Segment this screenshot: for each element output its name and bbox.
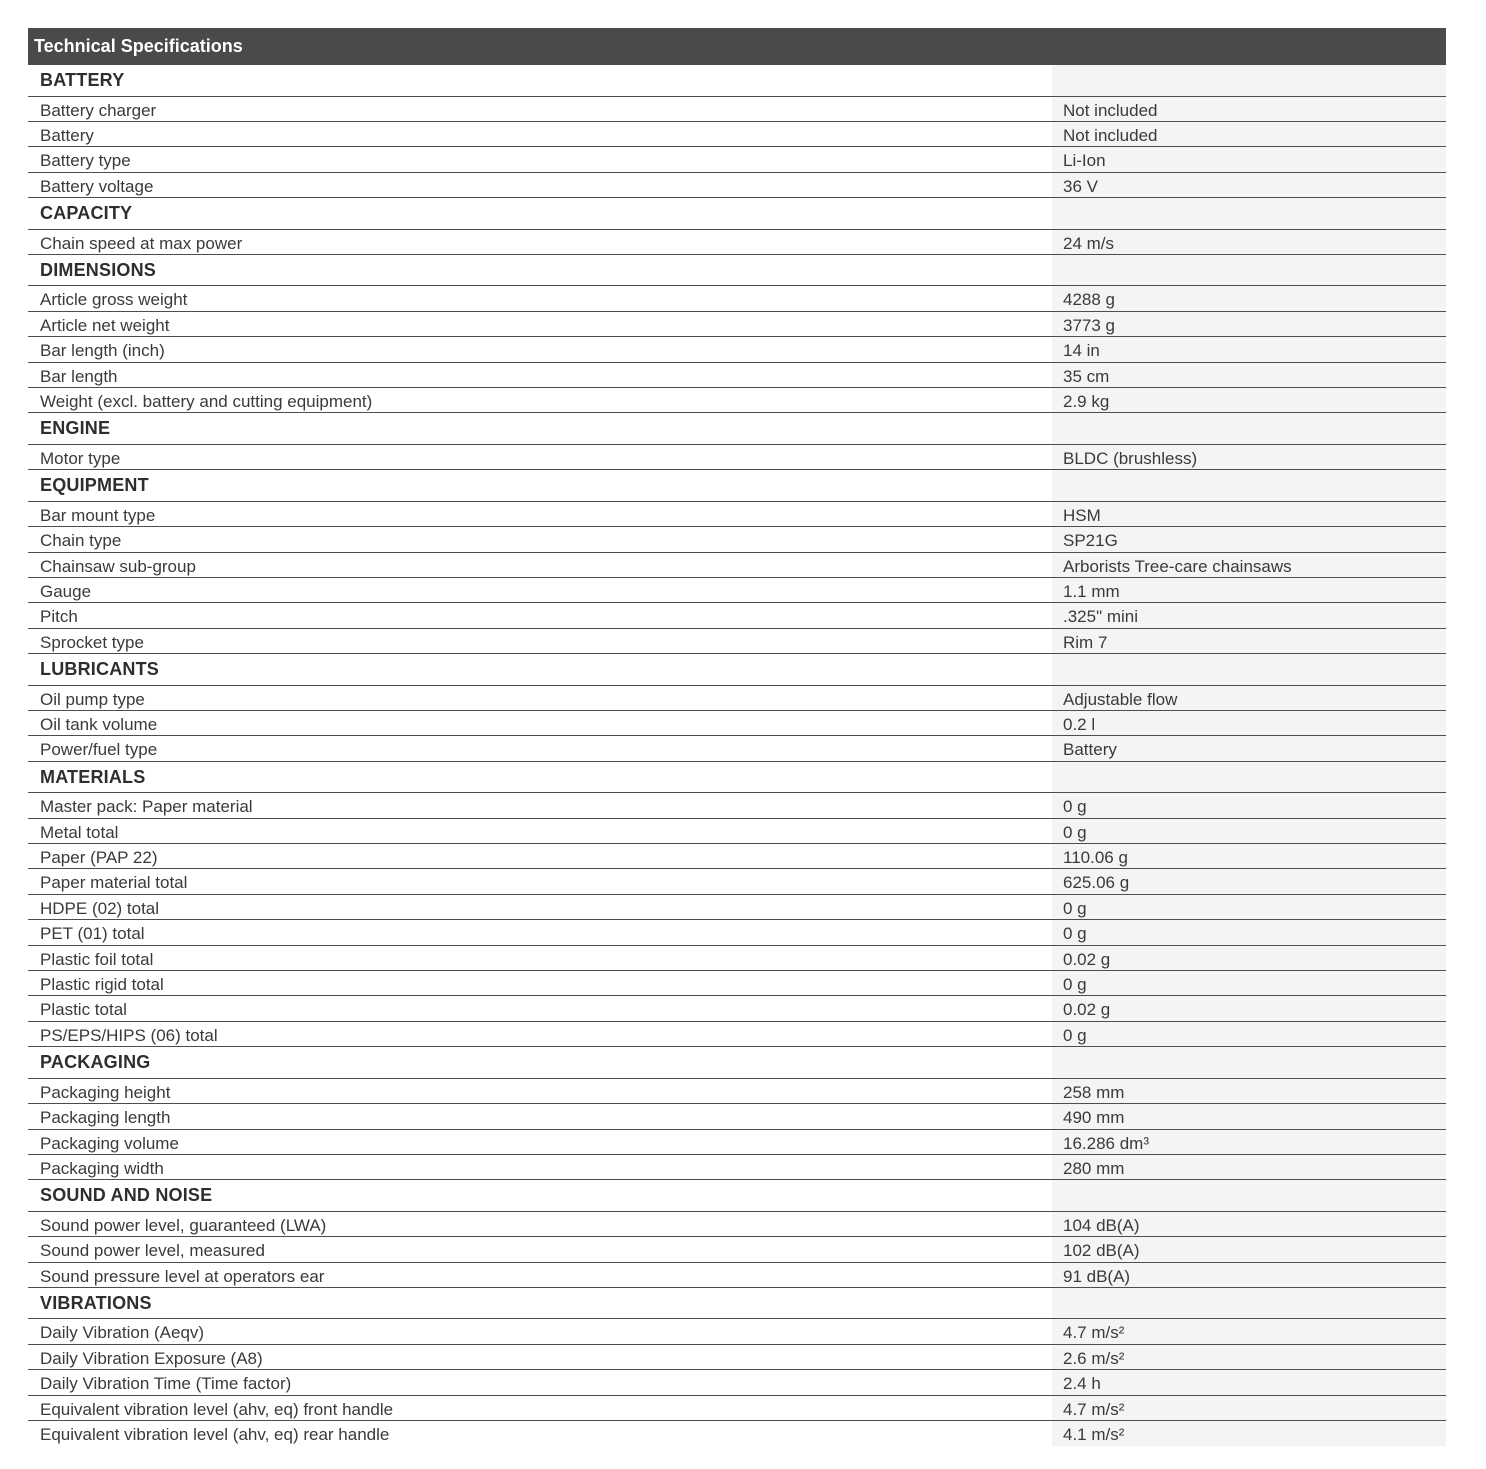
spec-value: 36 V (1052, 173, 1446, 197)
spec-value: 4288 g (1052, 286, 1446, 310)
spec-label: Packaging height (40, 1082, 171, 1102)
spec-row (28, 736, 1446, 761)
spec-row (28, 946, 1446, 971)
section-value-cell (1052, 413, 1446, 444)
spec-value: 91 dB(A) (1052, 1263, 1446, 1287)
spec-value: 102 dB(A) (1052, 1237, 1446, 1261)
spec-value: Rim 7 (1052, 629, 1446, 653)
section-value-cell (1052, 65, 1446, 96)
spec-row (28, 1421, 1446, 1446)
section-header (28, 1288, 1446, 1320)
spec-label: Battery (40, 125, 94, 145)
section-title: LUBRICANTS (40, 659, 159, 680)
spec-label: Plastic total (40, 1000, 127, 1020)
spec-row (28, 1155, 1446, 1180)
spec-value: 2.9 kg (1052, 388, 1446, 412)
spec-value: 24 m/s (1052, 230, 1446, 254)
section-title: EQUIPMENT (40, 475, 149, 496)
spec-row (28, 793, 1446, 818)
spec-label: Sprocket type (40, 632, 144, 652)
spec-label: PET (01) total (40, 924, 145, 944)
spec-label: Paper (PAP 22) (40, 848, 158, 868)
spec-label: Equivalent vibration level (ahv, eq) front handle (40, 1399, 394, 1419)
spec-value: 490 mm (1052, 1104, 1446, 1128)
spec-row (28, 97, 1446, 122)
spec-row (28, 971, 1446, 996)
spec-label: Packaging volume (40, 1133, 179, 1153)
spec-label: Battery type (40, 151, 131, 171)
spec-value: 35 cm (1052, 363, 1446, 387)
spec-label: Pitch (40, 607, 78, 627)
spec-row (28, 578, 1446, 603)
spec-label: Weight (excl. battery and cutting equipment) (40, 392, 373, 412)
spec-row (28, 553, 1446, 578)
spec-row (28, 819, 1446, 844)
spec-label: Plastic foil total (40, 949, 154, 969)
spec-value: 0 g (1052, 971, 1446, 995)
section-title: MATERIALS (40, 766, 146, 787)
spec-row (28, 230, 1446, 255)
spec-row (28, 1263, 1446, 1288)
spec-label: Plastic rigid total (40, 975, 164, 995)
section-value-cell (1052, 762, 1446, 793)
spec-row (28, 502, 1446, 527)
spec-row (28, 1022, 1446, 1047)
spec-value: Not included (1052, 97, 1446, 121)
spec-label: Master pack: Paper material (40, 797, 253, 817)
spec-value: 0 g (1052, 920, 1446, 944)
section-value-cell (1052, 1180, 1446, 1211)
spec-row (28, 844, 1446, 869)
section-value-cell (1052, 1047, 1446, 1078)
spec-value: 0 g (1052, 1022, 1446, 1046)
spec-value: 280 mm (1052, 1155, 1446, 1179)
spec-row (28, 147, 1446, 172)
section-value-cell (1052, 255, 1446, 286)
spec-label: Packaging length (40, 1108, 171, 1128)
spec-label: Sound pressure level at operators ear (40, 1266, 325, 1286)
spec-value: BLDC (brushless) (1052, 445, 1446, 469)
section-title: ENGINE (40, 418, 111, 439)
spec-row (28, 1079, 1446, 1104)
section-header (28, 1180, 1446, 1212)
spec-row (28, 312, 1446, 337)
spec-value: Battery (1052, 736, 1446, 760)
spec-row (28, 920, 1446, 945)
spec-value: 0.02 g (1052, 946, 1446, 970)
spec-value: 2.4 h (1052, 1370, 1446, 1394)
spec-label: Oil pump type (40, 689, 145, 709)
spec-value: .325" mini (1052, 603, 1446, 627)
spec-value: 0 g (1052, 895, 1446, 919)
spec-label: Chainsaw sub-group (40, 556, 196, 576)
section-value-cell (1052, 1288, 1446, 1319)
spec-row (28, 1345, 1446, 1370)
section-header (28, 255, 1446, 287)
spec-row (28, 173, 1446, 198)
spec-label: HDPE (02) total (40, 898, 160, 918)
spec-label: Equivalent vibration level (ahv, eq) rear handle (40, 1425, 390, 1445)
section-header (28, 470, 1446, 502)
spec-label: Battery voltage (40, 176, 154, 196)
spec-value: 0 g (1052, 793, 1446, 817)
spec-value: 0.2 l (1052, 711, 1446, 735)
spec-value: 1.1 mm (1052, 578, 1446, 602)
spec-label: Bar length (inch) (40, 341, 165, 361)
spec-label: Metal total (40, 822, 119, 842)
spec-row (28, 711, 1446, 736)
spec-label: Article net weight (40, 315, 170, 335)
section-title: DIMENSIONS (40, 259, 157, 280)
spec-row (28, 629, 1446, 654)
spec-label: Daily Vibration Time (Time factor) (40, 1374, 292, 1394)
spec-value: 104 dB(A) (1052, 1212, 1446, 1236)
section-title: VIBRATIONS (40, 1292, 152, 1313)
spec-value: 625.06 g (1052, 869, 1446, 893)
spec-value: SP21G (1052, 527, 1446, 551)
spec-value: 14 in (1052, 337, 1446, 361)
spec-label: Chain speed at max power (40, 233, 243, 253)
spec-value: HSM (1052, 502, 1446, 526)
section-header (28, 65, 1446, 97)
spec-label: Packaging width (40, 1158, 164, 1178)
spec-row (28, 603, 1446, 628)
section-header (28, 1047, 1446, 1079)
spec-label: Daily Vibration Exposure (A8) (40, 1348, 263, 1368)
spec-row (28, 337, 1446, 362)
spec-row (28, 996, 1446, 1021)
spec-label: Power/fuel type (40, 740, 158, 760)
section-title: SOUND AND NOISE (40, 1185, 213, 1206)
spec-label: Sound power level, measured (40, 1241, 265, 1261)
spec-row (28, 686, 1446, 711)
spec-row (28, 445, 1446, 470)
spec-row (28, 869, 1446, 894)
spec-label: Paper material total (40, 873, 188, 893)
section-title: PACKAGING (40, 1052, 151, 1073)
spec-row (28, 1104, 1446, 1129)
spec-value: Li-Ion (1052, 147, 1446, 171)
spec-value: 258 mm (1052, 1079, 1446, 1103)
spec-label: Bar mount type (40, 505, 156, 525)
spec-row (28, 1370, 1446, 1395)
section-value-cell (1052, 198, 1446, 229)
spec-sheet (28, 28, 1446, 1446)
spec-row (28, 1130, 1446, 1155)
spec-value: 110.06 g (1052, 844, 1446, 868)
section-title: CAPACITY (40, 203, 133, 224)
spec-value: 2.6 m/s² (1052, 1345, 1446, 1369)
section-header (28, 654, 1446, 686)
spec-row (28, 388, 1446, 413)
spec-title: Technical Specifications (28, 28, 1446, 65)
spec-label: Motor type (40, 448, 121, 468)
section-title: BATTERY (40, 70, 125, 90)
spec-value: Adjustable flow (1052, 686, 1446, 710)
section-value-cell (1052, 470, 1446, 501)
spec-label: Daily Vibration (Aeqv) (40, 1323, 205, 1343)
spec-label: PS/EPS/HIPS (06) total (40, 1025, 218, 1045)
spec-label: Gauge (40, 581, 92, 601)
spec-label: Bar length (40, 366, 118, 386)
section-header (28, 198, 1446, 230)
spec-value: 0.02 g (1052, 996, 1446, 1020)
section-header (28, 413, 1446, 445)
spec-row (28, 286, 1446, 311)
spec-row (28, 363, 1446, 388)
spec-label: Oil tank volume (40, 715, 158, 735)
spec-value: 4.7 m/s² (1052, 1396, 1446, 1420)
spec-row (28, 1237, 1446, 1262)
spec-label: Battery charger (40, 100, 157, 120)
spec-value: Arborists Tree-care chainsaws (1052, 553, 1446, 577)
spec-row (28, 1212, 1446, 1237)
spec-table (28, 65, 1446, 1446)
spec-label: Chain type (40, 531, 122, 551)
spec-row (28, 1396, 1446, 1421)
section-value-cell (1052, 654, 1446, 685)
spec-value: Not included (1052, 122, 1446, 146)
spec-label: Article gross weight (40, 290, 188, 310)
spec-row (28, 895, 1446, 920)
spec-row (28, 527, 1446, 552)
spec-row (28, 122, 1446, 147)
spec-value: 0 g (1052, 819, 1446, 843)
spec-value: 16.286 dm³ (1052, 1130, 1446, 1154)
spec-label: Sound power level, guaranteed (LWA) (40, 1215, 327, 1235)
section-header (28, 762, 1446, 794)
spec-row (28, 1319, 1446, 1344)
spec-value: 4.1 m/s² (1052, 1421, 1446, 1446)
spec-value: 4.7 m/s² (1052, 1319, 1446, 1343)
spec-value: 3773 g (1052, 312, 1446, 336)
